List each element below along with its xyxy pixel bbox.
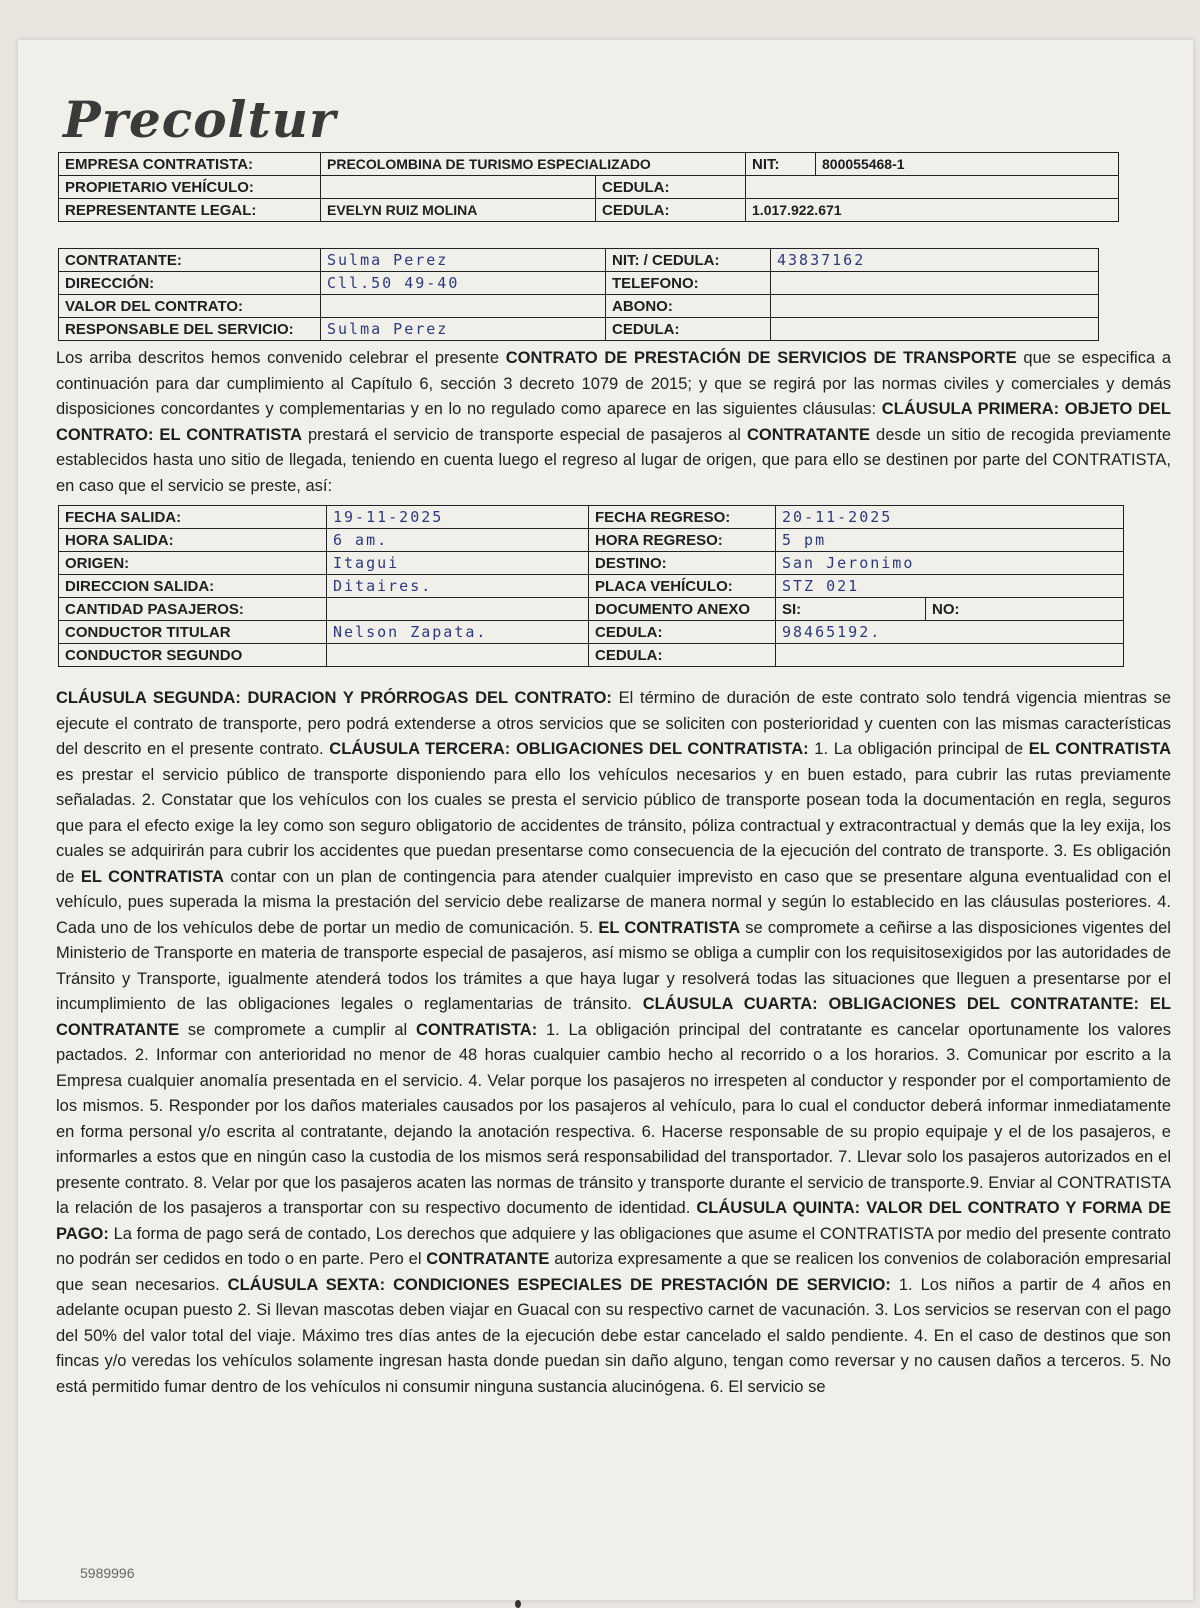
client-table — [58, 248, 1099, 341]
clause-5-title: CLÁUSULA QUINTA: VALOR DEL CONTRATO Y FORMA DE PAGO: — [56, 1199, 1171, 1243]
conductor-segundo-label: CONDUCTOR SEGUNDO — [59, 644, 327, 667]
clause-4-text-a: se compromete a cumplir al — [179, 1020, 416, 1039]
intro-text: Los arriba descritos hemos convenido celebrar el presente — [56, 349, 506, 367]
si-label: SI: — [776, 598, 926, 621]
placa-label: PLACA VEHÍCULO: — [589, 575, 776, 598]
contract-sheet — [18, 40, 1193, 1600]
conductor-segundo-cedula-value — [776, 644, 1124, 667]
hora-regreso-label: HORA REGRESO: — [589, 529, 776, 552]
conductor-titular-cedula-label: CEDULA: — [589, 621, 776, 644]
intro-paragraph — [56, 346, 1171, 499]
clauses-body — [56, 686, 1171, 1400]
footer-number: 5989996 — [80, 1565, 135, 1581]
clause-6-text: 1. Los niños a partir de 4 años en adelante ocupan puesto 2. Si llevan mascotas deben viajar en Guacal con su respectivo carnet de vacunación. 3. Los servicios se reservan con el pago del 50% del valor total del viaje. Máximo tres días antes de la ejecución debe estar cancelado el saldo pendiente. 4. En el caso de destinos que son fincas y/o veredas los vehículos solamente ingresan hasta donde puedan sin daño alguno, tengan como reversar y no causen daños a terceros. 5. No está permitido fumar dentro de los vehículos ni consumir ninguna sustancia alucinógena. 6. El servicio se — [56, 1275, 1171, 1396]
origen-label: ORIGEN: — [59, 552, 327, 575]
representante-value: EVELYN RUIZ MOLINA — [321, 199, 596, 222]
hora-salida-value: 6 am. — [327, 529, 589, 552]
representante-cedula-label: CEDULA: — [596, 199, 746, 222]
fecha-regreso-value: 20-11-2025 — [776, 506, 1124, 529]
direccion-salida-value: Ditaires. — [327, 575, 589, 598]
clause-3-text-e: contar con un plan de contingencia para atender cualquier imprevisto en caso que se presentare alguna eventualidad con el vehículo, pues superada la misma la prestación del servicio debe realizarse de manera normal y según lo establecido en las cláusulas posteriores. 4. Cada uno de los vehículos debe de portar un medio de comunicación. 5. — [56, 867, 1171, 937]
telefono-label: TELEFONO: — [606, 272, 771, 295]
cantidad-pasajeros-label: CANTIDAD PASAJEROS: — [59, 598, 327, 621]
fecha-regreso-label: FECHA REGRESO: — [589, 506, 776, 529]
representante-cedula-value: 1.017.922.671 — [746, 199, 1119, 222]
clause-1-text-2: desde un sitio de recogida previamente establecidos hasta uno sitio de llegada, teniendo en cuenta luego el regreso al lugar de origen, que para ello se destinen por parte del CONTRATISTA, en caso que el servicio se preste, así: — [56, 425, 1171, 495]
empresa-label: EMPRESA CONTRATISTA: — [59, 153, 321, 176]
propietario-cedula-label: CEDULA: — [596, 176, 746, 199]
conductor-segundo-cedula-label: CEDULA: — [589, 644, 776, 667]
hora-regreso-value: 5 pm — [776, 529, 1124, 552]
clause-3-bold-f: EL CONTRATISTA — [598, 918, 741, 937]
empresa-value: PRECOLOMBINA DE TURISMO ESPECIALIZADO — [321, 153, 746, 176]
nit-value: 800055468-1 — [816, 153, 1119, 176]
responsable-value: Sulma Perez — [321, 318, 606, 341]
abono-label: ABONO: — [606, 295, 771, 318]
intro-bold-contract: CONTRATO DE PRESTACIÓN DE SERVICIOS DE TRANSPORTE — [505, 349, 1017, 367]
conductor-titular-cedula-value: 98465192. — [776, 621, 1124, 644]
responsable-cedula-value — [771, 318, 1099, 341]
direccion-salida-label: DIRECCION SALIDA: — [59, 575, 327, 598]
nit-cedula-label: NIT: / CEDULA: — [606, 249, 771, 272]
fecha-salida-value: 19-11-2025 — [327, 506, 589, 529]
conductor-titular-label: CONDUCTOR TITULAR — [59, 621, 327, 644]
clause-6-title: CLÁUSULA SEXTA: CONDICIONES ESPECIALES DE PRESTACIÓN DE SERVICIO: — [227, 1275, 891, 1294]
hora-salida-label: HORA SALIDA: — [59, 529, 327, 552]
intro-text-2: que se especifica a continuación para dar cumplimiento al Capítulo 6, sección 3 decreto 1079 de 2015; y que se regirá por las normas civiles y comerciales y demás disposiciones concordantes y complementarias y en lo no regulado como aparece en las siguientes cláusulas: — [56, 349, 1171, 418]
valor-contrato-label: VALOR DEL CONTRATO: — [59, 295, 321, 318]
destino-label: DESTINO: — [589, 552, 776, 575]
contratante-label: CONTRATANTE: — [59, 249, 321, 272]
cantidad-pasajeros-value — [327, 598, 589, 621]
company-logo: Precoltur — [63, 90, 337, 149]
placa-value: STZ 021 — [776, 575, 1124, 598]
documento-anexo-label: DOCUMENTO ANEXO — [589, 598, 776, 621]
clause-2-text: El término de duración de este contrato solo tendrá vigencia mientras se ejecute el contrato de transporte, pero podrá extenderse a otros servicios que se soliciten con posterioridad y cuenten con las mismas características del descrito en el presente contrato. — [56, 689, 1171, 758]
clause-4-title: CLÁUSULA CUARTA: OBLIGACIONES DEL CONTRATANTE: EL CONTRATANTE — [56, 995, 1171, 1039]
clause-5-text-c: autoriza expresamente a que se realicen los convenios de colaboración empresarial que sean necesarios. — [56, 1250, 1171, 1294]
fecha-salida-label: FECHA SALIDA: — [59, 506, 327, 529]
nit-cedula-value: 43837162 — [771, 249, 1099, 272]
clause-1-title: CLÁUSULA PRIMERA: OBJETO DEL CONTRATO: EL CONTRATISTA — [56, 400, 1171, 444]
clause-3-text-g: se compromete a ceñirse a las disposiciones vigentes del Ministerio de Transporte en materia de transporte especial de pasajeros, así mismo se obliga a cumplir con los requisitosexigidos por las autoridades de Tránsito y Transporte, igualmente atenderá todos los trámites a que haya lugar y resolverá todas las situaciones que lleguen a presentarse por el incumplimiento de las obligaciones legales o reglamentarias de tránsito. — [56, 918, 1171, 1013]
clause-3-title: CLÁUSULA TERCERA: OBLIGACIONES DEL CONTRATISTA: — [329, 740, 809, 758]
no-label: NO: — [926, 598, 1124, 621]
destino-value: San Jeronimo — [776, 552, 1124, 575]
clause-3-text-a: 1. La obligación principal de — [808, 740, 1029, 758]
clause-5-text-a: La forma de pago será de contado, Los derechos que adquiere y las obligaciones que asume el CONTRATISTA por medio del presente contrato no podrán ser cedidos en todo o en parte. Pero el — [56, 1224, 1171, 1268]
direccion-value: Cll.50 49-40 — [321, 272, 606, 295]
propietario-label: PROPIETARIO VEHÍCULO: — [59, 176, 321, 199]
ink-dot — [515, 1600, 521, 1608]
clause-4-text-c: 1. La obligación principal del contratante es cancelar oportunamente los valores pactados. 2. Informar con anterioridad no menor de 48 horas cualquier cambio hecho al recorrido o a los horarios. 3. Comunicar por escrito a la Empresa cualquier anomalía presentada en el servicio. 4. Velar porque los pasajeros no irrespeten al conductor y responder por el comportamiento de los mismos. 5. Responder por los daños materiales causados por los pasajeros al vehículo, para lo cual el conductor deberá informar inmediatamente en forma personal y/o escrita al contratante, dejando la anotación respectiva. 6. Hacerse responsable de su propio equipaje y el de los pasajeros, e informarles a estos que en ningún caso la custodia de los mismos será responsabilidad del transportador. 7. Llevar solo los pasajeros autorizados en el presente contrato. 8. Velar por que los pasajeros acaten las normas de tránsito y transporte durante el servicio de transporte.9. Enviar al CONTRATISTA la relación de los pasajeros a transportar con su respectivo documento de identidad. — [56, 1020, 1171, 1217]
responsable-label: RESPONSABLE DEL SERVICIO: — [59, 318, 321, 341]
conductor-titular-value: Nelson Zapata. — [327, 621, 589, 644]
origen-value: Itagui — [327, 552, 589, 575]
abono-value — [771, 295, 1099, 318]
telefono-value — [771, 272, 1099, 295]
trip-table — [58, 505, 1124, 667]
clause-3-text-c: es prestar el servicio público de transporte disponiendo para ello los vehículos necesarios y en buen estado, para cubrir las rutas previamente señaladas. 2. Constatar que los vehículos con los cuales se presta el servicio público de transporte posean toda la documentación en regla, seguros que para el efecto exige la ley como son seguro obligatorio de accidentes de tránsito, póliza contractual y extracontractual y demás que la ley exija, los cuales se adquirirán para cubrir los accidentes que puedan presentarse como consecuencia de la ejecución del contrato de transporte. 3. Es obligación de — [56, 765, 1171, 886]
conductor-segundo-value — [327, 644, 589, 667]
clause-4-bold-b: CONTRATISTA: — [415, 1020, 538, 1039]
nit-label: NIT: — [746, 153, 816, 176]
clause-3-bold-d: EL CONTRATISTA — [80, 867, 224, 886]
contratante-value: Sulma Perez — [321, 249, 606, 272]
representante-label: REPRESENTANTE LEGAL: — [59, 199, 321, 222]
clause-1-bold: CONTRATANTE — [746, 425, 871, 444]
valor-contrato-value — [321, 295, 606, 318]
clause-2-title: CLÁUSULA SEGUNDA: DURACION Y PRÓRROGAS DEL CONTRATO: — [56, 689, 612, 707]
responsable-cedula-label: CEDULA: — [606, 318, 771, 341]
clause-1-text: prestará el servicio de transporte especial de pasajeros al — [301, 425, 747, 444]
clause-5-bold-b: CONTRATANTE — [426, 1250, 550, 1268]
direccion-label: DIRECCIÓN: — [59, 272, 321, 295]
propietario-value — [321, 176, 596, 199]
company-table — [58, 152, 1119, 222]
clause-3-bold-b: EL CONTRATISTA — [1028, 740, 1171, 758]
propietario-cedula-value — [746, 176, 1119, 199]
